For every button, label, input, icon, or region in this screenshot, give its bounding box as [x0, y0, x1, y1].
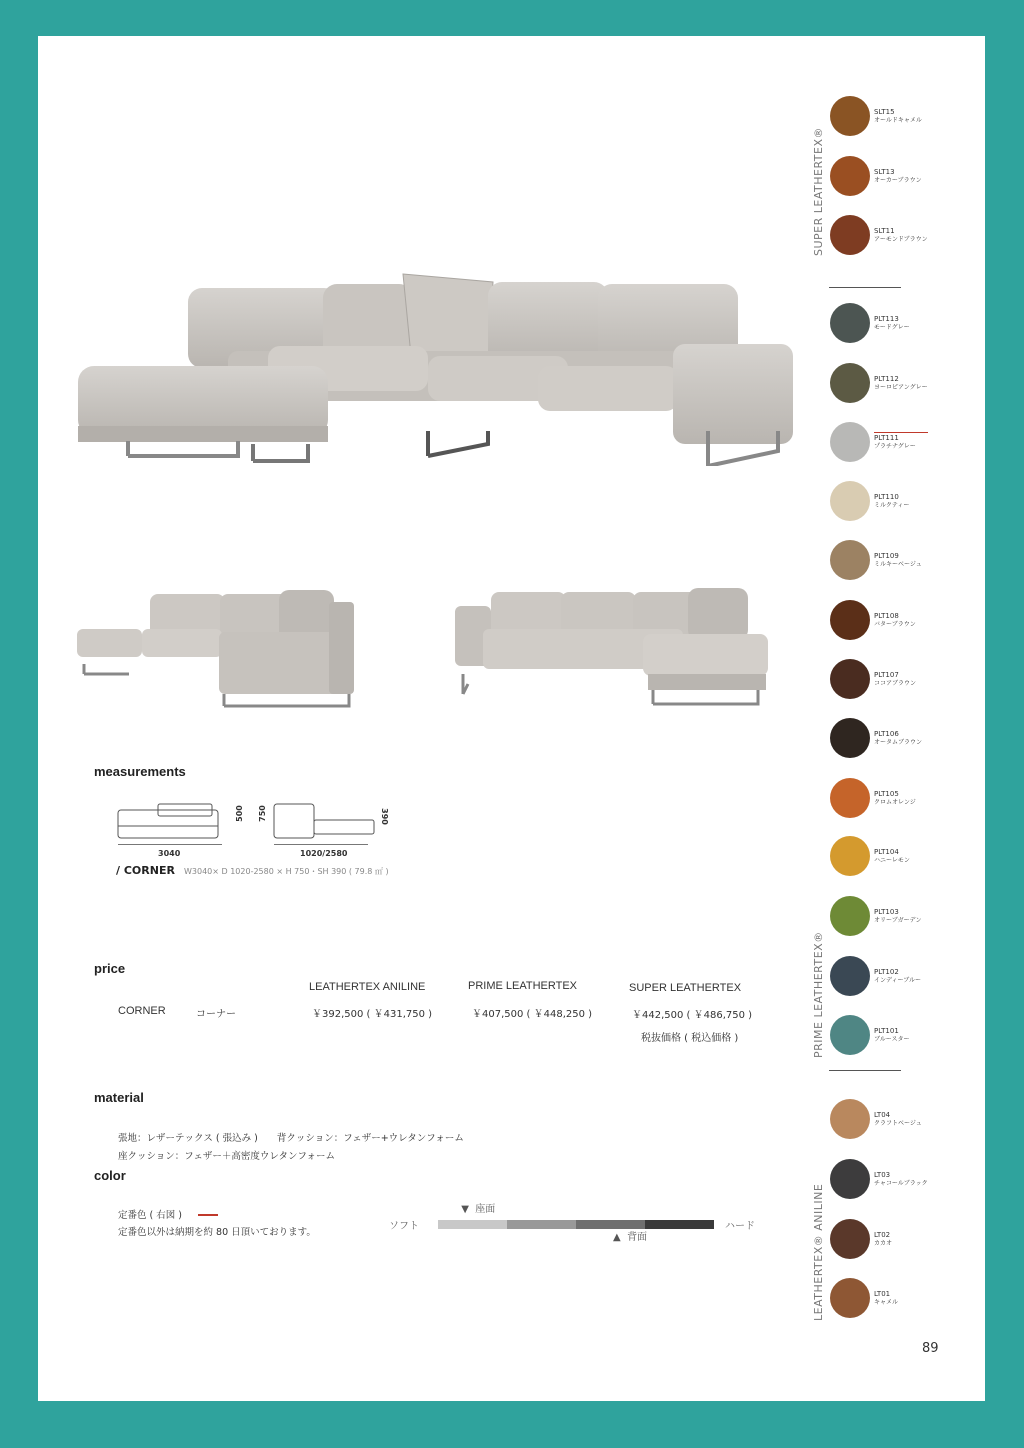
swatch-item: [828, 659, 948, 703]
swatch-name: オールドキャメル: [874, 117, 922, 124]
swatch-circle: [830, 836, 870, 876]
swatch-circle: [830, 422, 870, 462]
firmness-hard: ハード: [725, 1221, 755, 1232]
swatch-item: [828, 363, 948, 407]
swatch-item: [828, 1219, 948, 1263]
swatch-code: PLT108: [874, 612, 899, 620]
swatch-code: SLT15: [874, 108, 895, 116]
group-label-prime: PRIME LEATHERTEX®: [812, 931, 825, 1058]
firmness-seat-marker: [461, 1200, 495, 1215]
price-aniline: ￥392,500 ( ￥431,750 ): [312, 1009, 433, 1020]
price-note: 税抜価格 ( 税込価格 ): [641, 1033, 739, 1044]
swatch-circle: [830, 156, 870, 196]
swatch-name: ココアブラウン: [874, 680, 917, 687]
swatch-item: [828, 96, 948, 140]
price-row-name-en: CORNER: [118, 1005, 166, 1017]
swatch-circle: [830, 1159, 870, 1199]
swatch-name: ミルキーベージュ: [874, 561, 922, 568]
swatch-code: PLT106: [874, 730, 899, 738]
swatch-name: ヨーロピアングレー: [874, 384, 928, 391]
price-title: price: [94, 961, 126, 976]
swatch-name: クラフトベージュ: [874, 1120, 922, 1127]
dim-h1: 500: [234, 805, 244, 822]
dim-h3: 390: [379, 808, 389, 825]
measurements-title: measurements: [94, 764, 186, 779]
material-line1: 張地：レザーテックス ( 張込み ) 背クッション：フェザー+ウレタンフォーム: [118, 1133, 464, 1144]
color-line2: 定番色以外は納期を約 80 日頂いております。: [118, 1227, 316, 1238]
price-super: ￥442,500 ( ￥486,750 ): [632, 1010, 753, 1021]
swatch-code: PLT113: [874, 315, 899, 323]
swatch-code: LT04: [874, 1111, 891, 1119]
dim-line-w: [118, 844, 222, 845]
swatch-item: [828, 600, 948, 644]
swatch-name: オリーブガーデン: [874, 917, 922, 924]
swatch-code: PLT112: [874, 375, 899, 383]
swatch-item: [828, 303, 948, 347]
dim-w: 3040: [158, 849, 181, 858]
firmness-back-marker: [613, 1228, 647, 1243]
swatch-circle: [830, 896, 870, 936]
swatch-circle: [830, 718, 870, 758]
sofa-left-view-image: [74, 584, 360, 709]
swatch-name: オーカーブラウン: [874, 177, 922, 184]
swatch-name: ブルースター: [874, 1036, 910, 1043]
swatch-item: [828, 1159, 948, 1203]
color-line1: 定番色 ( 右図 ): [118, 1210, 182, 1221]
swatch-code: PLT109: [874, 552, 899, 560]
model-name: / CORNER: [116, 864, 175, 877]
swatch-code: PLT103: [874, 908, 899, 916]
swatch-code: PLT107: [874, 671, 899, 679]
group-label-super: SUPER LEATHERTEX®: [812, 127, 825, 256]
material-title: material: [94, 1090, 144, 1105]
swatch-code: PLT110: [874, 493, 899, 501]
swatch-item: [828, 540, 948, 584]
swatch-item: [828, 778, 948, 822]
swatch-name: チャコールブラック: [874, 1180, 928, 1187]
swatch-circle: [830, 1099, 870, 1139]
swatch-code: LT02: [874, 1231, 891, 1239]
sofa-main-image: [68, 266, 808, 466]
swatch-circle: [830, 303, 870, 343]
dim-line-d: [274, 844, 368, 845]
dim-h2: 750: [257, 805, 267, 822]
swatch-item: [828, 836, 948, 880]
measurement-diagram: [114, 798, 394, 844]
material-line2: 座クッション：フェザー＋高密度ウレタンフォーム: [118, 1151, 335, 1162]
color-title: color: [94, 1168, 126, 1183]
firmness-seat-label: 座面: [475, 1204, 496, 1215]
swatch-item: [828, 1015, 948, 1059]
sofa-right-view-image: [453, 584, 771, 709]
swatch-code: PLT111: [874, 434, 899, 442]
swatch-item: [828, 956, 948, 1000]
page-number: 89: [922, 1341, 939, 1356]
firmness-seg-1: [438, 1220, 507, 1229]
firmness-soft: ソフト: [389, 1221, 419, 1232]
swatch-item: [828, 1278, 948, 1322]
catalog-page: [38, 36, 985, 1401]
swatch-name: キャメル: [874, 1299, 899, 1306]
price-header-prime: PRIME LEATHERTEX: [468, 980, 578, 992]
swatch-name: カカオ: [874, 1240, 893, 1247]
swatch-code: LT03: [874, 1171, 891, 1179]
swatch-name: インディーブルー: [874, 977, 921, 984]
swatch-circle: [830, 1278, 870, 1318]
swatch-circle: [830, 540, 870, 580]
price-row-name-jp: コーナー: [196, 1009, 236, 1020]
swatch-code: PLT101: [874, 1027, 899, 1035]
price-prime: ￥407,500 ( ￥448,250 ): [472, 1009, 593, 1020]
swatch-name: クロムオレンジ: [874, 799, 916, 806]
swatch-name: ミルクティー: [874, 502, 910, 509]
firmness-seg-4: [645, 1220, 714, 1229]
swatch-name: プラチナグレー: [874, 443, 916, 450]
swatch-item: [828, 422, 948, 466]
swatch-item: [828, 1099, 948, 1143]
swatch-circle: [830, 600, 870, 640]
swatch-code: SLT13: [874, 168, 895, 176]
firmness-bar: [438, 1220, 714, 1229]
group-separator-1: [829, 287, 901, 288]
swatch-circle: [830, 481, 870, 521]
swatch-item: [828, 481, 948, 525]
swatch-item: [828, 718, 948, 762]
swatch-name: モードグレー: [874, 324, 910, 331]
swatch-item: [828, 215, 948, 259]
standard-color-underline: [874, 432, 928, 433]
swatch-circle: [830, 778, 870, 818]
model-spec: W3040× D 1020-2580 × H 750・SH 390 ( 79.8 ㎡ ): [184, 867, 389, 876]
swatch-name: ハニーレモン: [874, 857, 910, 864]
swatch-circle: [830, 1015, 870, 1055]
price-header-super: SUPER LEATHERTEX: [629, 982, 742, 994]
swatch-code: LT01: [874, 1290, 891, 1298]
color-marker: [198, 1214, 218, 1216]
up-triangle-icon: ▲: [613, 1232, 621, 1243]
swatch-circle: [830, 956, 870, 996]
group-separator-2: [829, 1070, 901, 1071]
firmness-back-label: 背面: [627, 1232, 648, 1243]
dim-d: 1020/2580: [300, 849, 348, 858]
swatch-code: PLT102: [874, 968, 899, 976]
swatch-circle: [830, 96, 870, 136]
swatch-name: バターブラウン: [874, 621, 916, 628]
swatch-code: PLT104: [874, 848, 899, 856]
swatch-code: PLT105: [874, 790, 899, 798]
swatch-circle: [830, 215, 870, 255]
swatch-item: [828, 156, 948, 200]
swatch-circle: [830, 363, 870, 403]
down-triangle-icon: ▼: [461, 1204, 469, 1215]
swatch-name: オータムブラウン: [874, 739, 923, 746]
swatch-circle: [830, 1219, 870, 1259]
firmness-seg-2: [507, 1220, 576, 1229]
swatch-code: SLT11: [874, 227, 895, 235]
swatch-item: [828, 896, 948, 940]
price-header-aniline: LEATHERTEX ANILINE: [309, 981, 426, 993]
group-label-aniline: LEATHERTEX® ANILINE: [812, 1183, 825, 1321]
swatch-name: アーモンドブラウン: [874, 236, 928, 243]
swatch-circle: [830, 659, 870, 699]
